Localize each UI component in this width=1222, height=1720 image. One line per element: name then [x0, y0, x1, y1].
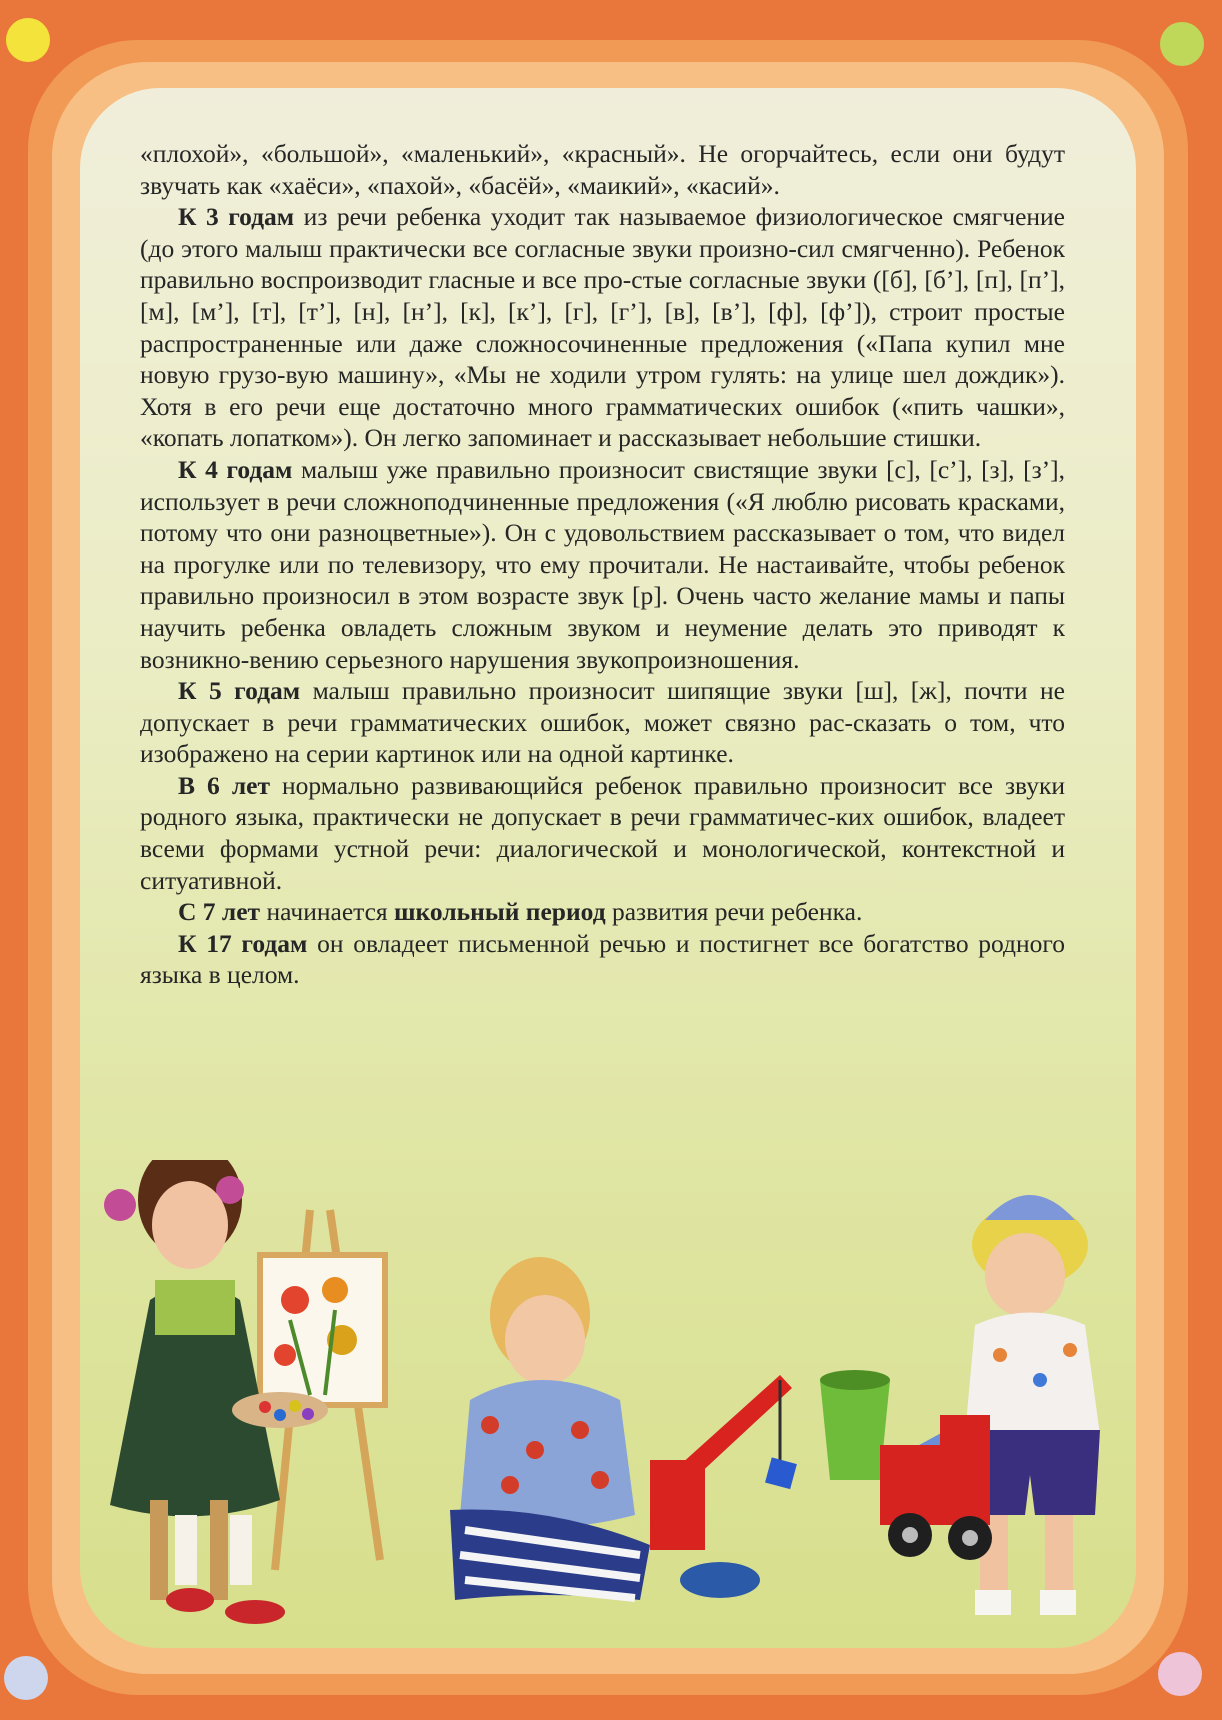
paragraph-intro	[140, 138, 1065, 201]
age-7-heading: С 7 лет	[178, 897, 261, 927]
corner-dot-top-left	[6, 18, 50, 62]
paragraph-age-4	[140, 454, 1065, 675]
paragraph-age-7	[140, 896, 1065, 928]
corner-dot-bottom-left	[4, 1656, 48, 1700]
corner-dot-bottom-right	[1158, 1652, 1202, 1696]
corner-dot-top-right	[1160, 22, 1204, 66]
paragraph-age-5	[140, 675, 1065, 770]
age-3-text: из речи ребенка уходит так называемое физиологическое смягчение (до этого малыш практически все согласные звуки произно-сил смягченно). Ребенок правильно воспроизводит гласные и все про-стые согласные звуки ([б], [б’], [п], [п’], [м], [м’], [т], [т’], [н], [н’], [к], [к’], [г], [г’], [в], [в’], [ф], [ф’]), строит простые распространенные или даже сложносочиненные предложения («Папа купил мне новую грузо-вую машину», «Мы не ходили утром гулять: на улице шел дождик»). Хотя в его речи еще достаточно много грамматических ошибок («пить чашки», «копать лопатком»). Он легко запоминает и рассказывает небольшие стишки.	[140, 202, 1065, 453]
girl-painting-illustration	[104, 1160, 385, 1624]
children-illustration	[80, 1160, 1136, 1660]
age-5-heading: К 5 годам	[178, 676, 301, 706]
school-period-term: школьный период	[394, 897, 606, 927]
boy-with-crane-illustration	[450, 1257, 797, 1600]
paragraph-intro-text: «плохой», «большой», «маленький», «красный». Не огорчайтесь, если они будут звучать как «хаёси», «пахой», «басёй», «маикий», «касий».	[140, 139, 1065, 200]
paragraph-age-17	[140, 928, 1065, 991]
boy-with-shovel-illustration	[820, 1195, 1100, 1615]
age-17-heading: К 17 годам	[178, 928, 308, 958]
age-4-heading: К 4 годам	[178, 454, 293, 484]
age-5-text: малыш правильно произносит шипящие звуки [ш], [ж], почти не допускает в речи грамматических ошибок, может связно рас-сказать о том, что изображено на серии картинок или на одной картинке.	[140, 676, 1065, 769]
age-7-text-mid: начинается	[260, 897, 395, 927]
paragraph-age-6	[140, 770, 1065, 896]
age-4-text: малыш уже правильно произносит свистящие звуки [с], [с’], [з], [з’], использует в речи сложноподчиненные предложения («Я люблю рисовать красками, потому что они разноцветные»). Он с удовольствием рассказывает о том, что видел на прогулке или по телевизору, что ему прочитали. Не настаивайте, чтобы ребенок правильно произносил в этом возрасте звук [р]. Очень часто желание мамы и папы научить ребенка овладеть сложным звуком и неумение делать это приводят к возникно-вению серьезного нарушения звукопроизношения.	[140, 454, 1065, 674]
age-6-text: нормально развивающийся ребенок правильно произносит все звуки родного языка, практически не допускает в речи грамматичес-ких ошибок, владеет всеми формами устной речи: диалогической и монологической, контекстной и ситуативной.	[140, 770, 1065, 895]
age-17-text: он овладеет письменной речью и постигнет все богатство родного языка в целом.	[140, 928, 1066, 990]
age-7-text-tail: развития речи ребенка.	[605, 897, 863, 927]
age-6-heading: В 6 лет	[178, 770, 270, 800]
age-3-heading: К 3 годам	[178, 202, 295, 232]
paragraph-age-3	[140, 201, 1065, 454]
article-text	[140, 138, 1065, 991]
